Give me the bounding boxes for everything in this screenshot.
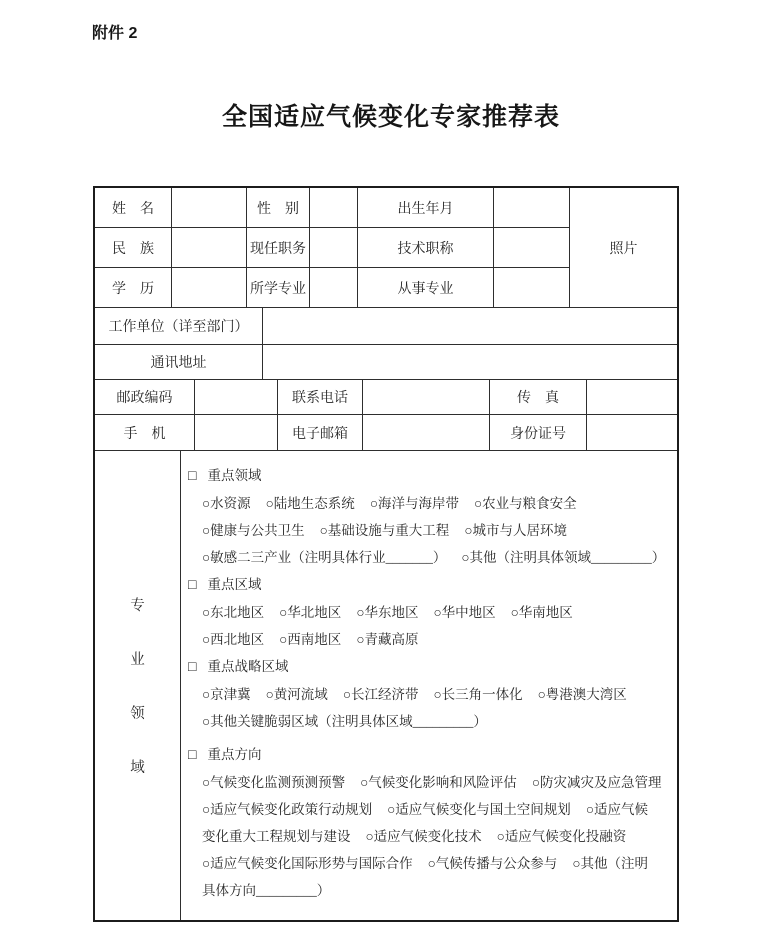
option-line: [188, 850, 675, 877]
field-option[interactable]: ○防灾减灾及应急管理: [531, 775, 662, 790]
field-value-postal-code[interactable]: [195, 380, 278, 415]
option-line: [188, 877, 675, 904]
section-title: 重点战略区域: [207, 659, 289, 674]
section-title-line: [188, 462, 675, 490]
option-line: [188, 544, 675, 571]
field-option[interactable]: ○海洋与海岸带: [369, 496, 459, 511]
field-option[interactable]: ○长江经济带: [342, 687, 419, 702]
unit-address-grid: [95, 308, 677, 380]
field-label-mailing-address: 通讯地址: [95, 345, 263, 380]
field-value-mobile[interactable]: [195, 415, 278, 451]
field-option[interactable]: ○气候传播与公众参与: [427, 856, 558, 871]
field-label-fax: 传 真: [490, 380, 587, 415]
recommendation-form-table: [93, 186, 679, 922]
field-option[interactable]: ○健康与公共卫生: [202, 523, 305, 538]
professional-field-side-label: [95, 451, 181, 920]
field-option[interactable]: ○适应气候变化国际形势与国际合作: [202, 856, 413, 871]
option-line: [188, 796, 675, 823]
field-option[interactable]: ○敏感二三产业（注明具体行业_______）: [202, 550, 447, 565]
field-option[interactable]: ○其他关键脆弱区域（注明具体区域_________）: [202, 714, 487, 729]
field-option[interactable]: ○西北地区: [202, 632, 265, 647]
field-option[interactable]: ○气候变化影响和风险评估: [360, 775, 517, 790]
field-option[interactable]: ○基础设施与重大工程: [319, 523, 450, 538]
field-label-postal-code: 邮政编码: [95, 380, 195, 415]
field-value-birthdate[interactable]: [494, 188, 570, 228]
field-section: [188, 653, 675, 735]
page-title: 全国适应气候变化专家推荐表: [221, 103, 560, 131]
field-option[interactable]: ○华南地区: [510, 605, 573, 620]
field-option[interactable]: ○适应气候变化技术: [365, 829, 482, 844]
side-label-char: 域: [130, 760, 145, 776]
option-line: [188, 769, 675, 796]
checkbox-icon[interactable]: □: [188, 469, 197, 484]
field-option[interactable]: ○气候变化监测预测预警: [202, 775, 346, 790]
side-label-char: 业: [130, 652, 145, 668]
field-option[interactable]: ○粤港澳大湾区: [537, 687, 627, 702]
option-line: [188, 517, 675, 544]
field-option[interactable]: 变化重大工程规划与建设: [202, 829, 351, 844]
professional-field-grid: [95, 451, 677, 920]
field-value-technical-title[interactable]: [494, 228, 570, 268]
field-option[interactable]: ○农业与粮食安全: [473, 496, 577, 511]
field-option[interactable]: ○其他（注明具体领域_________）: [461, 550, 666, 565]
field-value-work-unit[interactable]: [263, 308, 677, 345]
checkbox-icon[interactable]: □: [188, 578, 197, 593]
field-value-studied-major[interactable]: [310, 268, 358, 308]
option-line: [188, 823, 675, 850]
section-title: 重点领域: [207, 468, 262, 483]
field-label-contact-phone: 联系电话: [278, 380, 363, 415]
field-value-current-position[interactable]: [310, 228, 358, 268]
field-value-email[interactable]: [363, 415, 490, 451]
field-option[interactable]: ○黄河流域: [265, 687, 328, 702]
field-section: [188, 462, 675, 571]
option-line: [188, 490, 675, 517]
field-value-education[interactable]: [172, 268, 247, 308]
checkbox-icon[interactable]: □: [188, 748, 197, 763]
attachment-label: 附件 2: [92, 25, 138, 42]
section-title: 重点方向: [207, 747, 262, 762]
field-value-working-major[interactable]: [494, 268, 570, 308]
field-value-gender[interactable]: [310, 188, 358, 228]
field-label-ethnicity: 民 族: [95, 228, 172, 268]
field-label-gender: 性 别: [247, 188, 310, 228]
field-option[interactable]: ○适应气候变化政策行动规划: [202, 802, 373, 817]
section-title-line: [188, 653, 675, 681]
side-label-char: 专: [130, 598, 145, 614]
field-value-name[interactable]: [172, 188, 247, 228]
field-label-email: 电子邮箱: [278, 415, 363, 451]
checkbox-icon[interactable]: □: [188, 660, 197, 675]
field-option[interactable]: ○京津冀: [202, 687, 251, 702]
field-label-working-major: 从事专业: [358, 268, 494, 308]
field-label-technical-title: 技术职称: [358, 228, 494, 268]
photo-cell[interactable]: [570, 188, 677, 308]
field-option[interactable]: ○华北地区: [279, 605, 342, 620]
field-value-mailing-address[interactable]: [263, 345, 677, 380]
field-section: [188, 741, 675, 904]
field-label-id-number: 身份证号: [490, 415, 587, 451]
basic-info-grid: [95, 188, 677, 308]
field-option[interactable]: ○城市与人居环境: [464, 523, 567, 538]
field-option[interactable]: ○适应气候变化与国土空间规划: [387, 802, 571, 817]
field-section: [188, 571, 675, 653]
field-value-contact-phone[interactable]: [363, 380, 490, 415]
field-option[interactable]: ○适应气候: [585, 802, 648, 817]
option-line: [188, 708, 675, 735]
field-option[interactable]: ○华中地区: [433, 605, 496, 620]
field-option[interactable]: ○水资源: [202, 496, 251, 511]
field-option[interactable]: ○适应气候变化投融资: [496, 829, 627, 844]
professional-field-content: [181, 451, 677, 920]
field-value-id-number[interactable]: [587, 415, 677, 451]
field-option[interactable]: ○其他（注明: [572, 856, 648, 871]
section-title: 重点区域: [207, 577, 262, 592]
field-label-education: 学 历: [95, 268, 172, 308]
field-label-studied-major: 所学专业: [247, 268, 310, 308]
photo-label: 照片: [609, 241, 638, 257]
field-option[interactable]: ○长三角一体化: [433, 687, 523, 702]
option-line: [188, 681, 675, 708]
field-label-birthdate: 出生年月: [358, 188, 494, 228]
field-value-ethnicity[interactable]: [172, 228, 247, 268]
field-label-current-position: 现任职务: [247, 228, 310, 268]
field-label-name: 姓 名: [95, 188, 172, 228]
field-option[interactable]: ○陆地生态系统: [265, 496, 355, 511]
field-value-fax[interactable]: [587, 380, 677, 415]
section-title-line: [188, 741, 675, 769]
field-label-work-unit: 工作单位（详至部门）: [95, 308, 263, 345]
side-label-char: 领: [130, 706, 145, 722]
section-title-line: [188, 571, 675, 599]
contact-info-grid: [95, 380, 677, 451]
field-label-mobile: 手 机: [95, 415, 195, 451]
field-option[interactable]: ○东北地区: [202, 605, 265, 620]
field-option[interactable]: ○青藏高原: [356, 632, 419, 647]
option-line: [188, 599, 675, 626]
field-option[interactable]: 具体方向_________）: [202, 883, 331, 898]
field-option[interactable]: ○华东地区: [356, 605, 419, 620]
field-option[interactable]: ○西南地区: [279, 632, 342, 647]
option-line: [188, 626, 675, 653]
